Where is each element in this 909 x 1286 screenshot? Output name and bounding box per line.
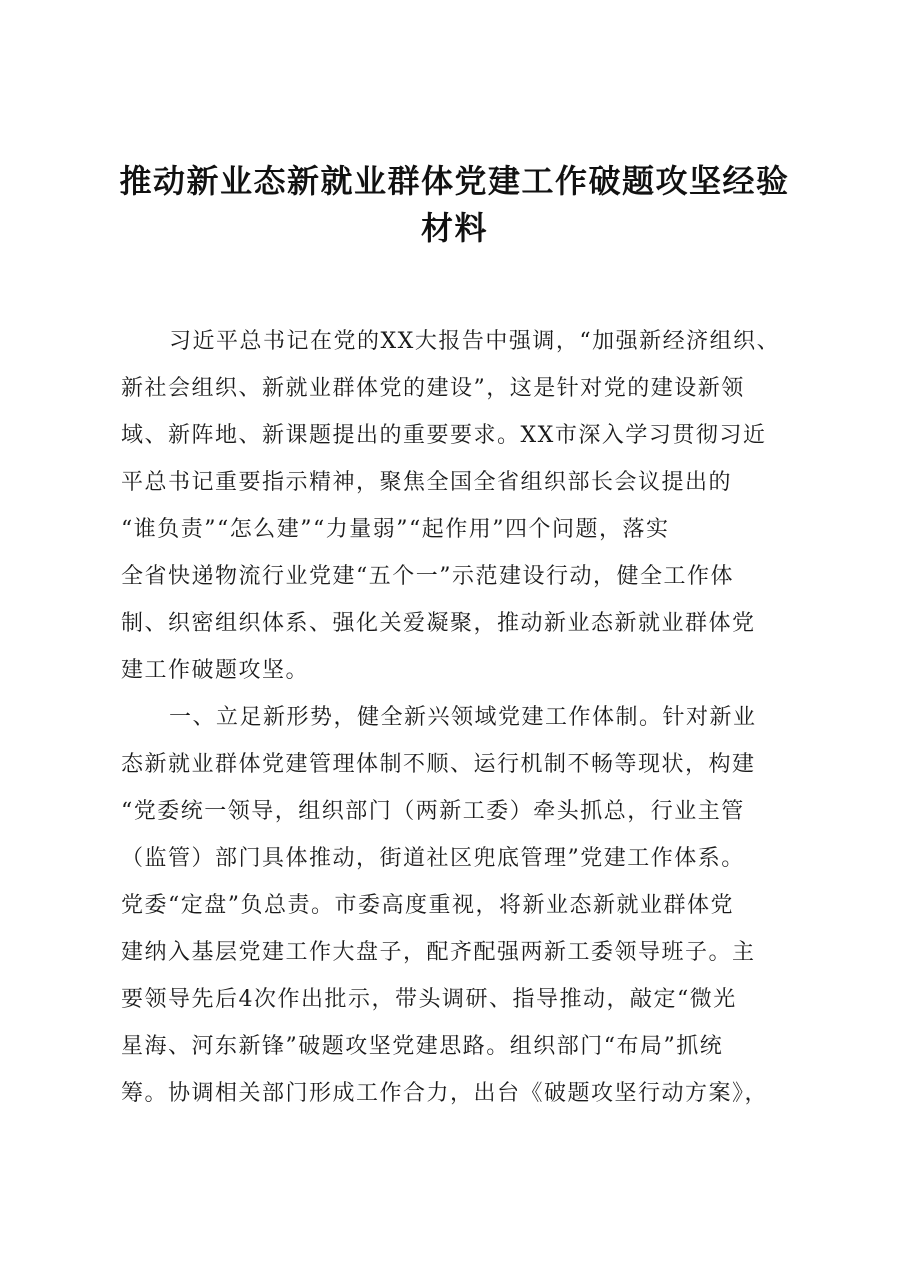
paragraph-line: 习近平总书记在党的XX大报告中强调，“加强新经济组织、 bbox=[169, 329, 781, 354]
paragraph-line: 态新就业群体党建管理体制不顺、运行机制不畅等现状，构建 bbox=[121, 752, 756, 777]
document-body bbox=[121, 318, 811, 1117]
paragraph-line: “党委统一领导，组织部门（两新工委）牵头抓总，行业主管 bbox=[121, 799, 745, 824]
paragraph-line: 制、织密组织体系、强化关爱凝聚，推动新业态新就业群体党 bbox=[121, 611, 756, 636]
paragraph-1 bbox=[121, 318, 811, 694]
paragraph-line: 要领导先后4次作出批示，带头调研、指导推动，敲定“微光 bbox=[121, 987, 737, 1012]
paragraph-line: 域、新阵地、新课题提出的重要要求。XX市深入学习贯彻习近 bbox=[121, 423, 767, 448]
paragraph-line: 全省快递物流行业党建“五个一”示范建设行动，健全工作体 bbox=[121, 564, 734, 589]
title-line-1: 推动新业态新就业群体党建工作破题攻坚经验 bbox=[119, 162, 790, 200]
paragraph-line: 新社会组织、新就业群体党的建设”，这是针对党的建设新领 bbox=[121, 376, 745, 401]
paragraph-line: （监管）部门具体推动，街道社区兜底管理”党建工作体系。 bbox=[121, 846, 745, 871]
paragraph-line: 星海、河东新锋”破题攻坚党建思路。组织部门“布局”抓统 bbox=[121, 1034, 724, 1059]
paragraph-line: “谁负责”“怎么建”“力量弱”“起作用”四个问题，落实 bbox=[121, 517, 670, 542]
paragraph-line: 党委“定盘”负总责。市委高度重视，将新业态新就业群体党 bbox=[121, 893, 734, 918]
document-title bbox=[100, 158, 809, 252]
title-line-2: 材料 bbox=[420, 209, 488, 247]
paragraph-line: 一、立足新形势，健全新兴领域党建工作体制。针对新业 bbox=[169, 705, 757, 730]
paragraph-line: 平总书记重要指示精神，聚焦全国全省组织部长会议提出的 bbox=[121, 470, 733, 495]
paragraph-line: 筹。协调相关部门形成工作合力，出台《破题攻坚行动方案》， bbox=[121, 1081, 769, 1106]
paragraph-2 bbox=[121, 694, 811, 1117]
paragraph-line: 建工作破题攻坚。 bbox=[121, 658, 310, 683]
paragraph-line: 建纳入基层党建工作大盘子，配齐配强两新工委领导班子。主 bbox=[121, 940, 756, 965]
